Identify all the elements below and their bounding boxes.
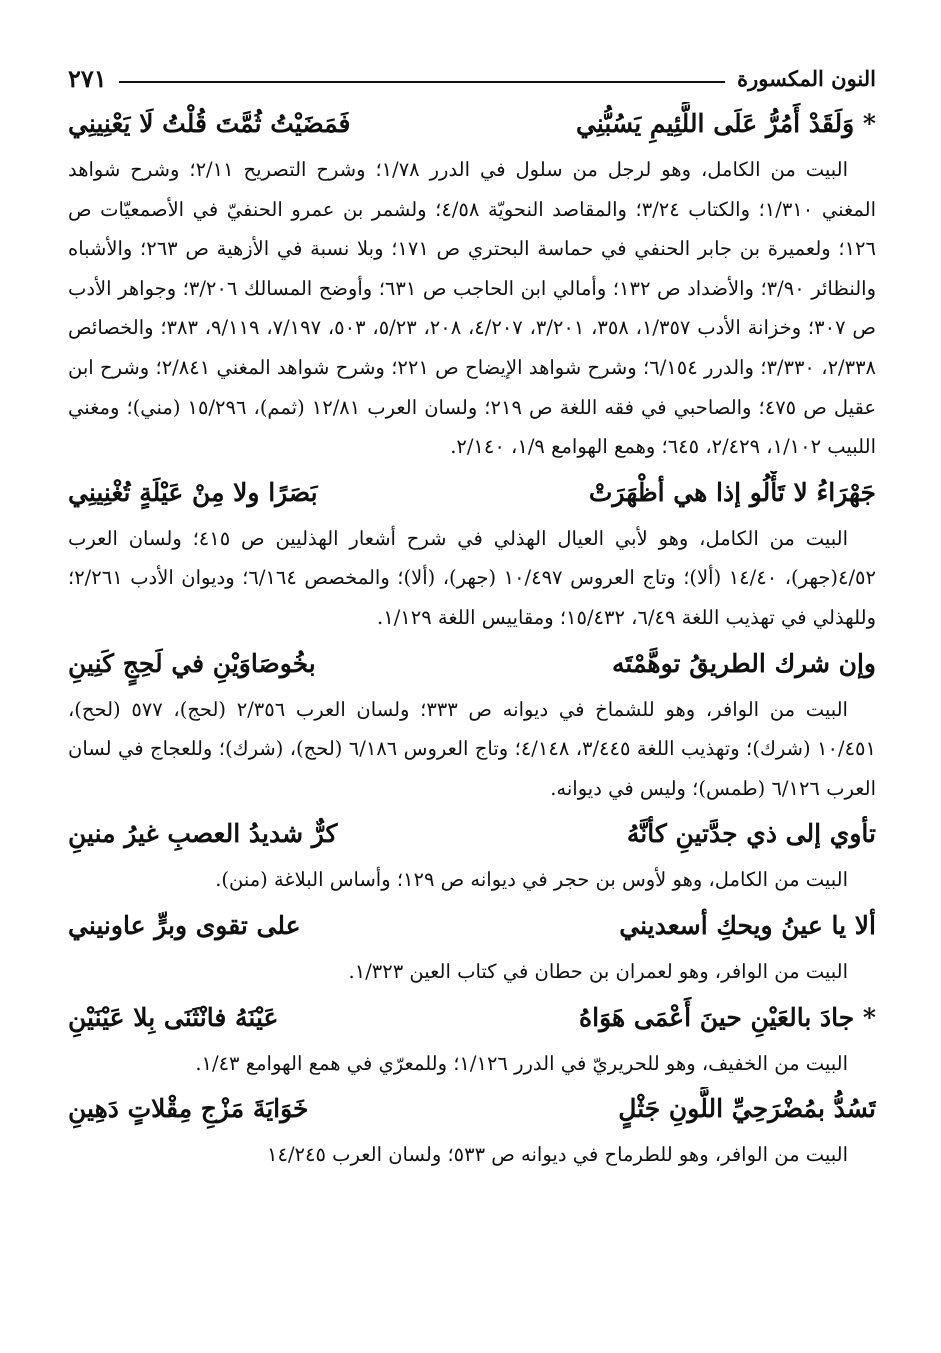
verse-commentary: البيت من الكامل، وهو لأبي العيال الهذلي في شرح أشعار الهذليين ص ٤١٥؛ ولسان العرب ٤/٥٢(جهر)، ١٤/٤٠ (ألا)؛ وتاج العروس ١٠/٤٩٧ (جهر)، (ألا)؛ والمخصص ٦/١٦٤؛ وديوان الأدب ٢/٢٦١؛ وللهذلي في تهذيب اللغة ٦/٤٩، ١٥/٤٣٢؛ ومقاييس اللغة ١/١٢٩. — [68, 526, 877, 629]
verse-commentary: البيت من الوافر، وهو لعمران بن حطان في كتاب العين ١/٣٢٣. — [348, 959, 848, 983]
verse-entry — [68, 471, 876, 638]
first-hemistich: * وَلَقَدْ أَمُرُّ عَلَى اللَّئِيمِ يَسُبُّنِي — [576, 109, 876, 138]
header-rule — [119, 81, 725, 83]
second-hemistich: فَمَضَيْتُ ثُمَّتَ قُلْتُ لَا يَعْنِينِي — [68, 109, 351, 138]
page-header — [68, 58, 876, 98]
verse-entry — [68, 1087, 876, 1175]
page-number: ٢٧١ — [68, 63, 107, 93]
verse-commentary: البيت من الخفيف، وهو للحريريّ في الدرر ١/١٢٦؛ وللمعرّي في همع الهوامع ١/٤٣. — [195, 1051, 848, 1075]
verse-line — [68, 904, 876, 952]
chapter-title: النون المكسورة — [737, 65, 876, 91]
second-hemistich: على تقوى وبرٍّ عاونيني — [68, 910, 301, 940]
second-hemistich: بَصَرًا ولا مِنْ عَيْلَةٍ تُغْنِينِي — [68, 477, 318, 507]
first-hemistich: * جادَ بالعَيْنِ حينَ أَعْمَى هَوَاهُ — [579, 1002, 876, 1032]
second-hemistich: خَوَايَةَ مَزْجِ مِقْلاتٍ دَهِينِ — [68, 1094, 309, 1124]
second-hemistich: بخُوصَاوَيْنِ في لَحِجٍ كَنِينِ — [68, 648, 316, 678]
first-hemistich: وإن شرك الطريقُ توهَّمْتَه — [612, 648, 876, 678]
verse-commentary: البيت من الكامل، وهو لأوس بن حجر في ديوانه ص ١٢٩؛ وأساس البلاغة (منن). — [215, 868, 848, 892]
verse-commentary: البيت من الكامل، وهو لرجل من سلول في الدرر ١/٧٨؛ وشرح التصريح ٢/١١؛ وشرح شواهد المغني ١/٣١٠؛ والكتاب ٣/٢٤؛ والمقاصد النحويّة ٤/٥٨؛ ولشمر بن عمرو الحنفيّ في الأصمعيّات ص ١٢٦؛ ولعميرة بن جابر الحنفي في حماسة البحتري ص ١٧١؛ وبلا نسبة في الأزهية ص ٢٦٣؛ والأشباه والنظائر ٣/٩٠؛ والأضداد ص ١٣٢؛ وأمالي ابن الحاجب ص ٦٣١؛ وأوضح المسالك ٣/٢٠٦؛ وجواهر الأدب ص ٣٠٧؛ وخزانة الأدب ١/٣٥٧، ٣٥٨، ٣/٢٠١، ٤/٢٠٧، ٢٠٨، ٥/٢٣، ٥٠٣، ٧/١٩٧، ٩/١١٩، ٣٨٣؛ والخصائص ٢/٣٣٨، ٣/٣٣٠؛ والدرر ٦/١٥٤؛ وشرح شواهد الإيضاح ص ٢٢١؛ وشرح شواهد المغني ٢/٨٤١؛ وشرح ابن عقيل ص ٤٧٥؛ والصاحبي في فقه اللغة ص ٢١٩؛ ولسان العرب ١٢/٨١ (ثمم)، ١٥/٢٩٦ (مني)؛ ومغني اللبيب ١/١٠٢، ٢/٤٢٩، ٦٤٥؛ وهمع الهوامع ١/٩، ٢/١٤٠. — [68, 158, 877, 459]
second-hemistich: كرٌّ شديدُ العصبِ غيرُ منينِ — [68, 819, 338, 849]
verse-line — [68, 1087, 876, 1135]
verse-entry — [68, 996, 876, 1084]
verse-entry — [68, 812, 876, 900]
verse-line — [68, 471, 876, 519]
verse-commentary: البيت من الوافر، وهو للطرماح في ديوانه ص ٥٣٣؛ ولسان العرب ١٤/٢٤٥ — [267, 1143, 848, 1167]
verse-line — [68, 642, 876, 690]
second-hemistich: عَيْنَهُ فانْثَنَى بِلا عَيْنَيْنِ — [68, 1002, 279, 1032]
verse-line — [68, 102, 876, 150]
first-hemistich: تأوي إلى ذي جدَّتينِ كأنَّهُ — [626, 819, 876, 849]
first-hemistich: ألا يا عينُ ويحكِ أسعديني — [619, 910, 876, 940]
first-hemistich: جَهْرَاءُ لا تَأْلُو إذا هي أظْهَرَتْ — [588, 477, 876, 507]
verse-entry — [68, 642, 876, 809]
verse-commentary: البيت من الوافر، وهو للشماخ في ديوانه ص ٣٣٣؛ ولسان العرب ٢/٣٥٦ (لحج)، ٥٧٧ (لحح)، ١٠/٤٥١ (شرك)؛ وتهذيب اللغة ٣/٤٤٥، ٤/١٤٨؛ وتاج العروس ٦/١٨٦ (لحج)، (شرك)؛ وللعجاج في لسان العرب ٦/١٢٦ (طمس)؛ وليس في ديوانه. — [68, 697, 876, 800]
first-hemistich: تَسُدُّ بمُضْرَحِيِّ اللَّونِ جَثْلٍ — [618, 1094, 876, 1124]
verse-line — [68, 812, 876, 860]
verse-line — [68, 996, 876, 1044]
verse-entry — [68, 102, 876, 467]
verse-entry — [68, 904, 876, 992]
book-page — [68, 58, 876, 1175]
